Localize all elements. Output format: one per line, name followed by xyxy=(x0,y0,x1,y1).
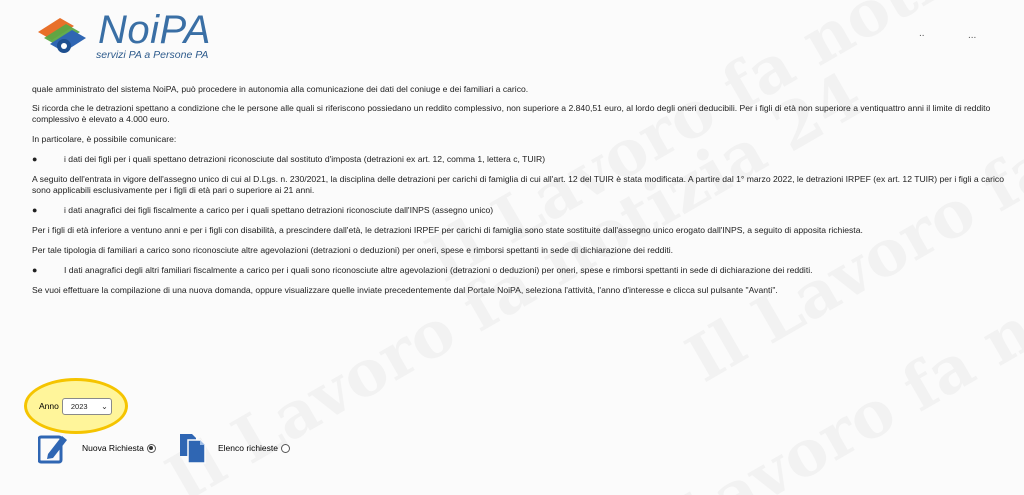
anno-select-value: 2023 xyxy=(70,401,88,411)
list-item-text: i dati anagrafici dei figli fiscalmente a carico per i quali spettano detrazioni riconosciute dall'INPS (assegno unico) xyxy=(64,205,494,215)
brand-name: NoiPA xyxy=(98,8,211,52)
list-item xyxy=(32,205,1007,216)
elenco-richieste-label: Elenco richieste xyxy=(218,443,279,453)
paragraph: quale amministrato del sistema NoiPA, può procedere in autonomia alla comunicazione dei dati del coniuge e dei familiari a carico. xyxy=(32,84,529,94)
nuova-richiesta-option[interactable] xyxy=(38,432,156,464)
documents-icon xyxy=(178,432,206,464)
paragraph: Per tale tipologia di familiari a carico sono riconosciute altre agevolazioni (detrazioni o deduzioni) per oneri, spese e rimborsi spettanti in sede di dichiarazione dei redditi. xyxy=(32,245,674,255)
chevron-down-icon: ⌄ xyxy=(101,401,108,411)
list-item xyxy=(32,154,1007,165)
edit-document-icon xyxy=(38,432,68,464)
paragraph: Per i figli di età inferiore a ventuno anni e per i figli con disabilità, a prescindere dall'età, le detrazioni IRPEF per carichi di famiglia sono state sostituite dall'assegno unico erogato dall'INPS, a seguito di apposita richiesta. xyxy=(32,225,863,235)
elenco-richieste-radio[interactable] xyxy=(281,444,290,453)
bullet-icon: ● xyxy=(32,265,38,275)
info-content xyxy=(32,84,1007,296)
brand-tagline: servizi PA a Persone PA xyxy=(96,49,209,61)
noipa-logo xyxy=(34,8,244,62)
nuova-richiesta-radio[interactable] xyxy=(147,444,156,453)
bullet-icon: ● xyxy=(32,154,38,164)
paragraph: In particolare, è possibile comunicare: xyxy=(32,134,177,144)
list-item-text: I dati anagrafici degli altri familiari fiscalmente a carico per i quali sono riconosciute altre agevolazioni (detrazioni o deduzioni) per oneri, spese e rimborsi spettanti in sede di dichiarazione dei redditi. xyxy=(64,265,813,275)
anno-select[interactable] xyxy=(62,398,112,415)
paragraph: Se vuoi effettuare la compilazione di una nuova domanda, oppure visualizzare quelle inviate precedentemente dal Portale NoiPA, seleziona l'attività, l'anno d'interesse e clicca sul pulsante "Avanti". xyxy=(32,285,778,295)
elenco-richieste-option[interactable] xyxy=(178,432,290,464)
bullet-icon: ● xyxy=(32,205,38,215)
nuova-richiesta-label: Nuova Richiesta xyxy=(82,443,144,453)
paragraph: Si ricorda che le detrazioni spettano a condizione che le persone alle quali si riferiscono possiedano un reddito complessivo, non superiore a 2.840,51 euro, al lordo degli oneri deducibili. Per i figli di età non superiore a ventiquattro anni il limite di reddito complessivo è elevato a 4.000 euro. xyxy=(32,103,991,124)
anno-highlight xyxy=(24,378,128,434)
header-dots: ... xyxy=(968,30,977,41)
anno-label: Anno xyxy=(39,401,59,411)
list-item-text: i dati dei figli per i quali spettano detrazioni riconosciute dal sostituto d'imposta (detrazioni ex art. 12, comma 1, lettera c, TUIR) xyxy=(64,154,546,164)
header-dots: .. xyxy=(919,28,925,39)
noipa-logo-icon xyxy=(34,12,96,60)
paragraph: A seguito dell'entrata in vigore dell'assegno unico di cui al D.Lgs. n. 230/2021, la disciplina delle detrazioni per carichi di famiglia di cui all'art. 12 del TUIR è stata modificata. A partire dal 1° marzo 2022, le detrazioni IRPEF (ex art. 12 TUIR) per i figli a carico sono applicabili esclusivamente per i figli di età pari o superiore ai 21 anni. xyxy=(32,174,1004,195)
list-item xyxy=(32,265,1007,276)
